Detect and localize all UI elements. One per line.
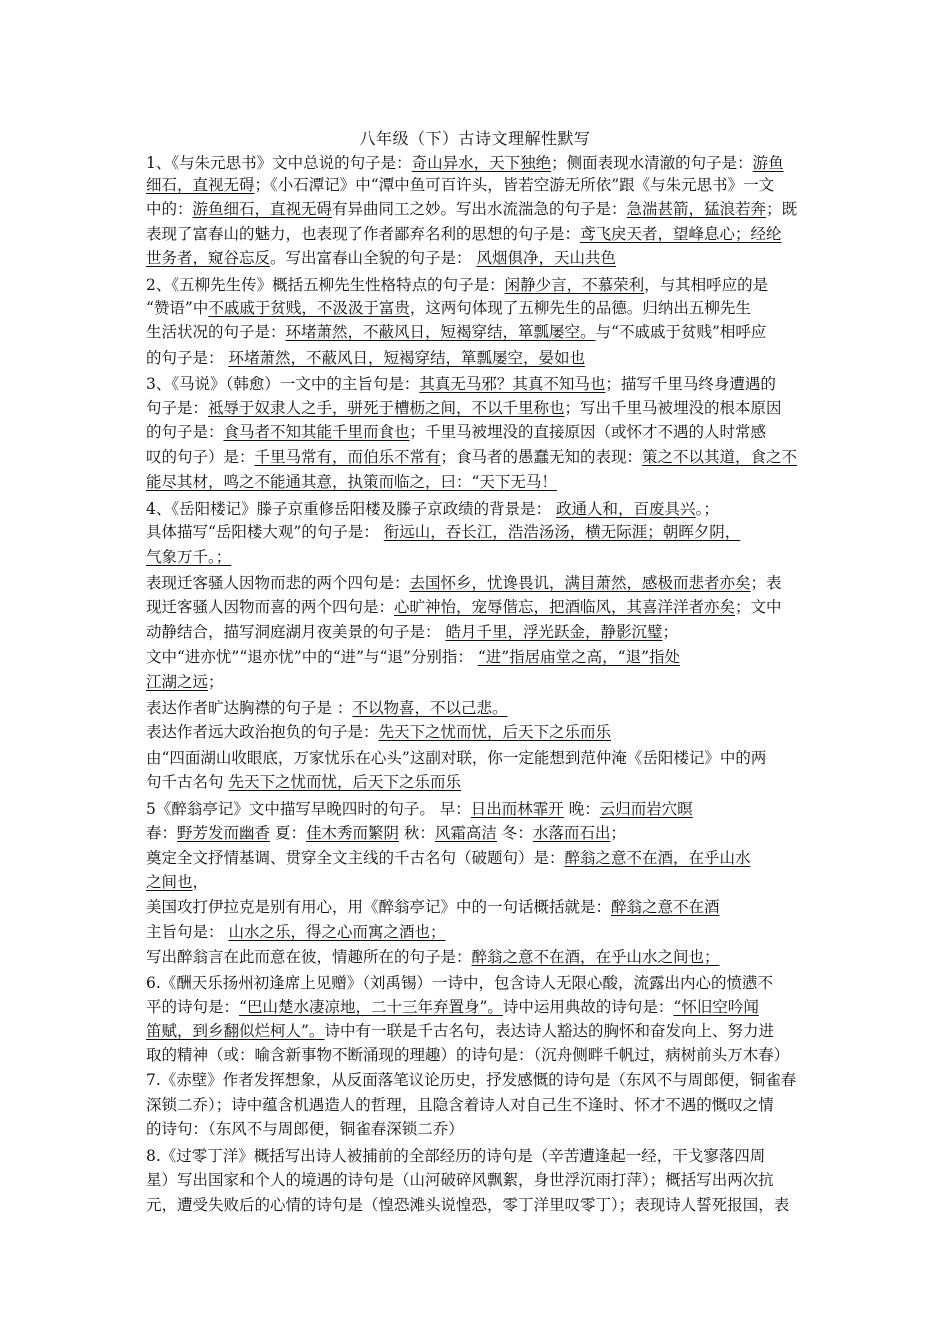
text-line bbox=[146, 1094, 774, 1118]
question-text: 6.《酬天乐扬州初逢席上见赠》（刘禹锡）一诗中，包含诗人无限心酸，流露出内心的愤懑不 bbox=[146, 974, 774, 992]
question-text: ；表 bbox=[750, 574, 782, 592]
question-text: 有异曲同工之妙。写出水流湍急的句子是： bbox=[332, 200, 627, 218]
answer-text: 食马者不知其能千里而食也 bbox=[223, 423, 410, 441]
answer-text: “进”指居庙堂之高，“退”指处 bbox=[477, 648, 681, 666]
text-line bbox=[146, 198, 797, 222]
answer-text: 环堵萧然，不蔽风日，短褐穿结，箪瓢屡空，晏如也 bbox=[228, 349, 585, 367]
answer-text: 江湖之远 bbox=[146, 673, 209, 691]
text-line bbox=[146, 152, 784, 176]
answer-text: 风霜高洁 bbox=[434, 824, 497, 842]
text-line bbox=[146, 996, 759, 1020]
question-text: “赞语”中 bbox=[146, 299, 209, 317]
question-text: 具体描写“岳阳楼大观”的句子是： bbox=[146, 523, 384, 541]
answer-text: 奇山异水，天下独绝 bbox=[411, 154, 552, 172]
answer-text: “巴山楚水凄凉地，二十三年弃置身”。 bbox=[239, 998, 503, 1016]
question-text: 由“四面湖山收眼底，万家忧乐在心头”这副对联，你一定能想到范仲淹《岳阳楼记》中的两 bbox=[146, 749, 767, 767]
question-text: ， bbox=[192, 873, 209, 891]
text-line bbox=[146, 247, 616, 271]
question-text: 深锁二乔）；诗中蕴含机遇造人的哲理，且隐含着诗人对自己生不逢时、怀才不遇的慨叹之情 bbox=[146, 1096, 774, 1114]
text-line bbox=[146, 274, 768, 298]
question-text: ； bbox=[610, 824, 626, 842]
question-text: 表现迁客骚人因物而悲的两个四句是： bbox=[146, 574, 410, 592]
question-text: ，与其相呼应的是 bbox=[644, 276, 769, 294]
text-line bbox=[146, 896, 720, 920]
answer-text: 能尽其材，鸣之不能通其意，执策而临之，曰：“天下无马！ bbox=[146, 473, 557, 491]
question-text: 表现了富春山的魅力，也表现了作者鄙弃名利的思想的句子是： bbox=[146, 225, 581, 243]
text-line bbox=[146, 223, 782, 247]
answer-text: 笛赋，到乡翻似烂柯人”。 bbox=[146, 1022, 325, 1040]
question-text: ；文中 bbox=[735, 598, 782, 616]
answer-text: 醉翁之意不在酒，在乎山水 bbox=[564, 849, 751, 867]
text-line bbox=[146, 321, 766, 345]
text-line bbox=[146, 1069, 796, 1093]
question-text: ；侧面表现水清澈的句子是： bbox=[551, 154, 753, 172]
answer-text: 野芳发而幽香 bbox=[177, 824, 271, 842]
question-text: 冬： bbox=[496, 824, 533, 842]
question-text: 句子是： bbox=[146, 399, 209, 417]
text-line bbox=[146, 847, 751, 871]
question-text: 2、《五柳先生传》概括五柳先生性格特点的句子是： bbox=[146, 276, 505, 294]
answer-text: 水落而石出 bbox=[532, 824, 611, 842]
text-line bbox=[146, 397, 782, 421]
text-line bbox=[146, 646, 680, 670]
question-text: 3、《马说》（韩愈）一文中的主旨句是： bbox=[146, 375, 420, 393]
question-text: 生活状况的句子是： bbox=[146, 323, 286, 341]
answer-text: 去国怀乡，忧谗畏讥，满目萧然，感极而悲者亦矣 bbox=[409, 574, 751, 592]
answer-text: 衔远山，吞长江，浩浩汤汤，横无际涯；朝晖夕阴， bbox=[383, 523, 741, 541]
question-text: ；描写千里马终身遭遇的 bbox=[605, 375, 776, 393]
answer-text: 急湍甚箭，猛浪若奔 bbox=[626, 200, 767, 218]
text-line bbox=[146, 498, 719, 522]
text-line bbox=[146, 921, 445, 945]
document-title: 八年级（下）古诗文理解性默写 bbox=[359, 129, 591, 148]
text-line bbox=[146, 621, 678, 645]
question-text: 1、《与朱元思书》文中总说的句子是： bbox=[146, 154, 412, 172]
text-line bbox=[146, 721, 611, 745]
question-text: 5《醉翁亭记》文中描写早晚四时的句子。 早： bbox=[146, 800, 471, 818]
text-line bbox=[146, 946, 720, 970]
text-line bbox=[146, 1169, 774, 1193]
answer-text: 闲静少言，不慕荣利 bbox=[504, 276, 645, 294]
answer-text: 先天下之忧而忧，后天下之乐而乐 bbox=[228, 773, 461, 791]
text-line bbox=[146, 596, 782, 620]
question-text: 与“不戚戚于贫贱”相呼应 bbox=[595, 323, 767, 341]
text-line bbox=[146, 747, 766, 771]
answer-text: 之间也 bbox=[146, 873, 193, 891]
question-text: 动静结合，描写洞庭湖月夜美景的句子是： bbox=[146, 623, 446, 641]
question-text: 奠定全文抒情基调、贯穿全文主线的千古名句（破题句）是： bbox=[146, 849, 565, 867]
answer-text: 千里马常有，而伯乐不常有 bbox=[254, 448, 441, 466]
answer-text: 心旷神怡，宠辱偕忘，把酒临风，其喜洋洋者亦矣 bbox=[394, 598, 736, 616]
question-text: 叹的句子）是： bbox=[146, 448, 255, 466]
question-text: 平的诗句是： bbox=[146, 998, 240, 1016]
question-text: ；《小石潭记》中“潭中鱼可百许头，皆若空游无所依”跟《与朱元思书》一文 bbox=[254, 176, 775, 194]
answer-text: 细石，直视无碍 bbox=[146, 176, 255, 194]
question-text: 文中“进亦忧”“退亦忧”中的“进”与“退”分别指： bbox=[146, 648, 478, 666]
question-text: 写出醉翁言在此而意在彼，情趣所在的句子是： bbox=[146, 948, 472, 966]
text-line bbox=[146, 546, 231, 570]
answer-text: 佳木秀而繁阴 bbox=[305, 824, 399, 842]
answer-text: 环堵萧然，不蔽风日，短褐穿结，箪瓢屡空。 bbox=[285, 323, 596, 341]
question-text: 8.《过零丁洋》概括写出诗人被捕前的全部经历的诗句是（辛苦遭逢起一经，干戈寥落四周 bbox=[146, 1147, 766, 1165]
answer-text: 其真无马邪？其真不知马也 bbox=[419, 375, 606, 393]
question-text: ； bbox=[208, 673, 224, 691]
text-line bbox=[146, 347, 585, 371]
question-text: 星）写出国家和个人的境遇的诗句是（山河破碎风飘絮，身世浮沉雨打萍）；概括写出两次抗 bbox=[146, 1171, 774, 1189]
question-text: ；写出千里马被埋没的根本原因 bbox=[564, 399, 782, 417]
answer-text: 气象万千。； bbox=[146, 548, 232, 566]
text-line bbox=[146, 771, 461, 795]
text-line bbox=[146, 1044, 789, 1068]
answer-text: 世务者，窥谷忘反 bbox=[146, 249, 271, 267]
question-text: 7.《赤壁》作者发挥想象，从反面落笔议论历史，抒发感慨的诗句是（东风不与周郎便，铜雀春 bbox=[146, 1071, 797, 1089]
question-text: 表达作者旷达胸襟的句子是 ： bbox=[146, 699, 353, 717]
text-line bbox=[146, 421, 766, 445]
answer-text: “怀旧空吟闻 bbox=[673, 998, 759, 1016]
question-text: 晚： bbox=[563, 800, 600, 818]
question-text: 春： bbox=[146, 824, 178, 842]
answer-text: 游鱼 bbox=[752, 154, 784, 172]
answer-text: 先天下之忧而忧，后天下之乐而乐 bbox=[378, 723, 612, 741]
question-text: 的句子是： bbox=[146, 349, 229, 367]
answer-text: 祗辱于奴隶人之手，骈死于槽枥之间，不以千里称也 bbox=[208, 399, 565, 417]
text-line bbox=[146, 1145, 765, 1169]
text-line bbox=[146, 297, 751, 321]
answer-text: 不以物喜，不以己悲。 bbox=[352, 699, 508, 717]
text-line bbox=[146, 697, 507, 721]
text-line bbox=[146, 572, 782, 596]
answer-text: 醉翁之意不在酒，在乎山水之间也； bbox=[471, 948, 720, 966]
text-line bbox=[146, 1194, 789, 1218]
question-text: 诗中运用典故的诗句是： bbox=[502, 998, 674, 1016]
text-line bbox=[146, 671, 224, 695]
text-line bbox=[146, 174, 774, 198]
question-text: 元，遭受失败后的心情的诗句是（惶恐滩头说惶恐，零丁洋里叹零丁）；表现诗人誓死报国，表 bbox=[146, 1196, 790, 1214]
question-text: 的诗句：（东风不与周郎便，铜雀春深锁二乔） bbox=[146, 1120, 464, 1138]
question-text: ； bbox=[662, 623, 678, 641]
question-text: ；千里马被埋没的直接原因（或怀才不遇的人时常感 bbox=[409, 423, 767, 441]
question-text: 夏： bbox=[270, 824, 306, 842]
question-text: 美国攻打伊拉克是别有用心，用《醉翁亭记》中的一句话概括就是： bbox=[146, 898, 612, 916]
text-line bbox=[146, 521, 740, 545]
text-line bbox=[146, 822, 626, 846]
question-text: 表达作者远大政治抱负的句子是： bbox=[146, 723, 379, 741]
text-line bbox=[146, 798, 693, 822]
answer-text: 鸢飞戾天者，望峰息心；经纶 bbox=[580, 225, 782, 243]
answer-text: 风烟俱净，天山共色 bbox=[476, 249, 616, 267]
text-line bbox=[146, 972, 773, 996]
text-line bbox=[146, 471, 557, 495]
answer-text: 皓月千里，浮光跃金，静影沉璧 bbox=[445, 623, 663, 641]
text-line bbox=[146, 373, 776, 397]
question-text: 。写出富春山全貌的句子是： bbox=[270, 249, 477, 267]
answer-text: 山水之乐，得之心而寓之酒也； bbox=[228, 923, 446, 941]
question-text: ，这两句体现了五柳先生的品德。归纳出五柳先生 bbox=[409, 299, 751, 317]
question-text: 4、《岳阳楼记》滕子京重修岳阳楼及滕子京政绩的背景是： bbox=[146, 500, 557, 518]
text-line bbox=[146, 1118, 464, 1142]
question-text: 句千古名句 bbox=[146, 773, 229, 791]
question-text: 诗中有一联是千古名句，表达诗人豁达的胸怀和奋发向上、努力进 bbox=[324, 1022, 774, 1040]
answer-text: 策之不以其道，食之不 bbox=[642, 448, 798, 466]
question-text: 秋： bbox=[398, 824, 435, 842]
question-text: 。； bbox=[695, 500, 719, 518]
text-line bbox=[146, 1020, 774, 1044]
answer-text: 政通人和，百废具兴 bbox=[556, 500, 696, 518]
answer-text: 游鱼细石，直视无碍 bbox=[192, 200, 333, 218]
question-text: 主旨句是： bbox=[146, 923, 229, 941]
question-text: ；既 bbox=[766, 200, 798, 218]
question-text: 现迁客骚人因物而喜的两个四句是： bbox=[146, 598, 395, 616]
question-text: 中的： bbox=[146, 200, 193, 218]
question-text: 取的精神（或：喻含新事物不断涌现的理趣）的诗句是：（沉舟侧畔千帆过，病树前头万木春） bbox=[146, 1046, 790, 1064]
answer-text: 不戚戚于贫贱，不汲汲于富贵 bbox=[208, 299, 410, 317]
answer-text: 日出而林霏开 bbox=[470, 800, 564, 818]
question-text: ；食马者的愚蠢无知的表现： bbox=[440, 448, 643, 466]
text-line bbox=[146, 446, 797, 470]
question-text: 的句子是： bbox=[146, 423, 224, 441]
answer-text: 醉翁之意不在酒 bbox=[611, 898, 720, 916]
text-line bbox=[146, 871, 208, 895]
answer-text: 云归而岩穴暝 bbox=[599, 800, 693, 818]
